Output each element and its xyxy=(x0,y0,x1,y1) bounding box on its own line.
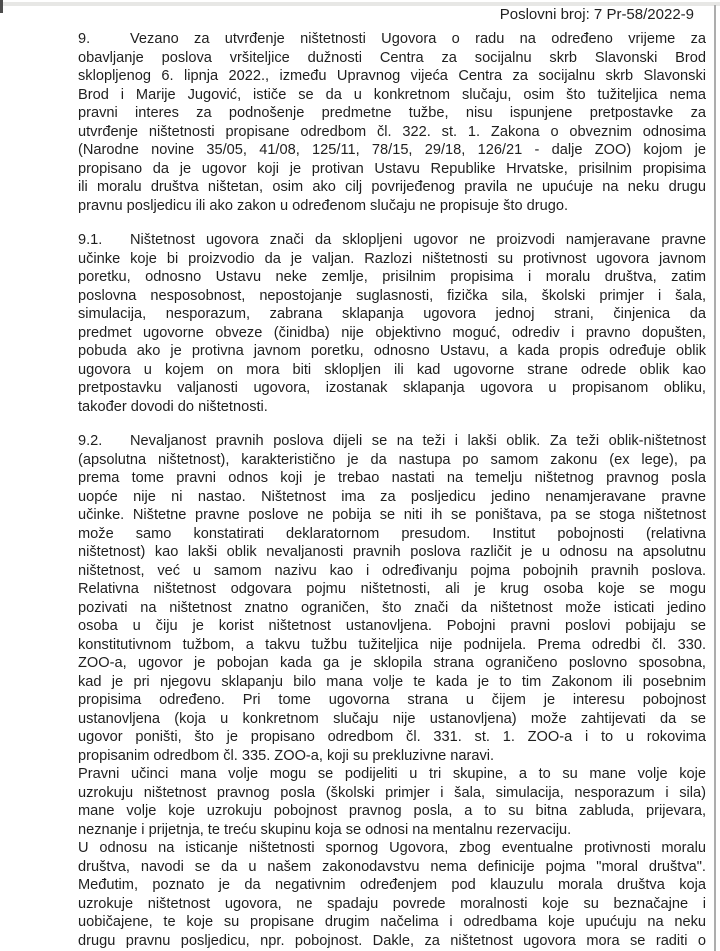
text-line: Pravni učinci mana volje mogu se podijeliti u tri skupine, a to su mane volje koje xyxy=(78,766,706,782)
text-line: ugovora u kojem on mora biti sklopljen ili kad ugovorne strane odrede oblik kao xyxy=(78,361,706,378)
text-line: (Narodne novine 35/05, 41/08, 125/11, 78/15, 29/18, 126/21 - dalje ZOO) kojom je xyxy=(78,142,706,158)
text-line: učinke. Ništetne pravne poslove ne pobija se niti ih se poništava, pa se stoga ništetnost xyxy=(78,507,706,523)
paragraph-9 xyxy=(78,30,706,215)
paragraph-first-line-text: Ništetnost ugovora znači da sklopljeni ugovor ne proizvodi namjeravane pravne xyxy=(130,232,706,248)
text-line: uzrokuje ništetnost ugovora, ne spadaju povrede moralnosti koje su beznačajne i xyxy=(78,895,706,912)
text-line: ništetnost, već u samom nazivu kao i određivanju pojma pobojnih pravnih poslova. xyxy=(78,562,706,579)
text-line xyxy=(78,30,706,49)
text-line: simulacija, nesporazum, zabrana sklapanja ugovora jednoj strani, činjenica da xyxy=(78,306,706,322)
text-line: drugu pravnu posljedicu, npr. pobojnost. Dakle, za ništetnost ugovora mora se raditi o xyxy=(78,932,706,949)
text-line: ugovor poništi, što je propisano odredbom čl. 331. st. 1. ZOO-a i to u rokovima xyxy=(78,729,706,745)
text-line: pretpostavku valjanosti ugovora, izostanak sklapanja ugovora u propisanom obliku, xyxy=(78,380,706,396)
text-line: pravni interes za podnošenje predmetne tužbe, nisu ispunjene pretpostavke za xyxy=(78,105,706,121)
text-line: predmet ugovorne obveze (činidba) nije objektivno moguć, odrediv i pravno dopušten, xyxy=(78,324,706,341)
text-line: kad je pri njegovu sklapanju bilo mana volje te kada je to tim Zakonom ili posebnim xyxy=(78,673,706,690)
text-line: osoba u čiju je korist ništetnost ustanovljena. Pobojni pravni poslovi pobijaju se xyxy=(78,618,706,634)
text-line: učinke koje bi proizvodio da je valjan. Razlozi ništetnosti su protivnost ugovora javnom xyxy=(78,250,706,267)
text-line: mane volje koje uzrokuju pobojnost pravnog posla, a to su bitna zabluda, prijevara, xyxy=(78,803,706,819)
paragraph-continuation xyxy=(78,839,706,950)
text-line: može samo konstatirati deklaratornom presudom. Institut pobojnosti (relativna xyxy=(78,525,706,542)
paragraph-continuation xyxy=(78,765,706,839)
text-line xyxy=(78,432,706,451)
paragraph-number: 9.2. xyxy=(78,433,103,449)
text-line: konstitutivnom tužbom, a takvu tužbu tužiteljica nije podnijela. Prema odredbi čl. 330. xyxy=(78,636,706,653)
text-line: pozivati na ništetnost znatno ograničen, što znači da ništetnost može isticati jedino xyxy=(78,599,706,616)
scan-corner-artifact xyxy=(0,0,3,13)
text-line xyxy=(78,231,706,250)
text-line: Relativna ništetnost odgovara pojmu ništetnosti, ali je krug osoba koje se mogu xyxy=(78,581,706,597)
text-line: pravnu posljedicu ili ako zakon u određenom slučaju ne propisuje što drugo. xyxy=(78,197,569,214)
text-line: Brod i Marije Jugović, ističe se da u konkretnom slučaju, osim što tužiteljica nema xyxy=(78,86,706,103)
document-body xyxy=(78,30,706,950)
paragraph-first-line-text: Vezano za utvrđenje ništetnosti Ugovora o radu na određeno vrijeme za xyxy=(130,31,706,47)
text-line: sklopljenog 6. lipnja 2022., između Upravnog vijeća Centra za socijalnu skrb Slavonski xyxy=(78,68,706,84)
text-line: (apsolutna ništetnost), karakteristično je da nastupa po samom zakonu (ex lege), pa xyxy=(78,451,706,468)
text-line: ili moralu društva ništetan, osim ako cilj povrijeđenog pravila ne upućuje na neku drugu xyxy=(78,179,706,195)
paragraph-first-line-text: Nevaljanost pravnih poslova dijeli se na teži i lakši oblik. Za teži oblik-ništetnost xyxy=(130,433,706,449)
text-line: uzrokuju ništetnost pravnog posla (školski primjer i šala, simulacija, nesporazum i sila) xyxy=(78,784,706,801)
text-line: ništetnost) kao lakši oblik nevaljanosti pravnih poslova različit je u odnosu na apsolutnu xyxy=(78,544,706,560)
paragraph-number: 9. xyxy=(78,31,91,47)
text-line: društva, navodi se da u našem zakonodavstvu nema definicije pojma "moral društva". xyxy=(78,858,706,875)
text-line: U odnosu na isticanje ništetnosti spornog Ugovora, zbog eventualne protivnosti moralu xyxy=(78,840,706,856)
text-line: neznanje i prijetnja, te treću skupinu koja se odnosi na mentalnu rezervaciju. xyxy=(78,821,572,838)
text-line: poslovna nesposobnost, nepostojanje suglasnosti, fizička sila, školski primjer i šala, xyxy=(78,287,706,304)
scan-right-border xyxy=(714,5,716,951)
text-line: ustanovljena (koja u konkretnom slučaju nije ustanovljena) može zahtijevati da se xyxy=(78,710,706,727)
text-line: uopće nije ni nastao. Ništetnost ima za posljedicu jedino nenamjeravane pravne xyxy=(78,488,706,505)
text-line: također dovodi do ništetnosti. xyxy=(78,398,268,415)
text-line: uobičajene, te koje su propisane drugim načelima i odredbama koje upućuju na neku xyxy=(78,914,706,930)
case-number: Poslovni broj: 7 Pr-58/2022-9 xyxy=(499,6,694,23)
text-line: poretku, odnosno Ustavu neke zemlje, prisilnim propisima i moralu društva, zatim xyxy=(78,269,706,285)
paragraph-9-2 xyxy=(78,432,706,765)
paragraph-9-1 xyxy=(78,231,706,416)
text-line: propisanim odredbom čl. 335. ZOO-a, koji su prekluzivne naravi. xyxy=(78,747,495,764)
text-line: pobuda ako je protivna javnom poretku, odnosno Ustavu, a kada propis određuje oblik xyxy=(78,343,706,359)
paragraph-number: 9.1. xyxy=(78,232,103,248)
text-line: prema tome pravni odnos koji je trebao nastati na temelju ništetnog pravnog posla xyxy=(78,470,706,486)
text-line: Međutim, poznato je da negativnim određenjem pod klauzulu morala društva koja xyxy=(78,877,706,893)
text-line: utvrđenje ništetnosti propisane odredbom čl. 322. st. 1. Zakona o obveznim odnosima xyxy=(78,123,706,140)
text-line: obavljanje poslova vršiteljice dužnosti Centra za socijalnu skrb Slavonski Brod xyxy=(78,49,706,66)
text-line: propisano da je ugovor koji je protivan Ustavu Republike Hrvatske, prisilnim propisima xyxy=(78,160,706,177)
text-line: propisima određeno. Pri tome ugovorna strana u čijem je interesu pobojnost xyxy=(78,692,706,708)
text-line: ZOO-a, ugovor je pobojan kada ga je sklopila strana ograničeno poslovno sposobna, xyxy=(78,655,706,671)
